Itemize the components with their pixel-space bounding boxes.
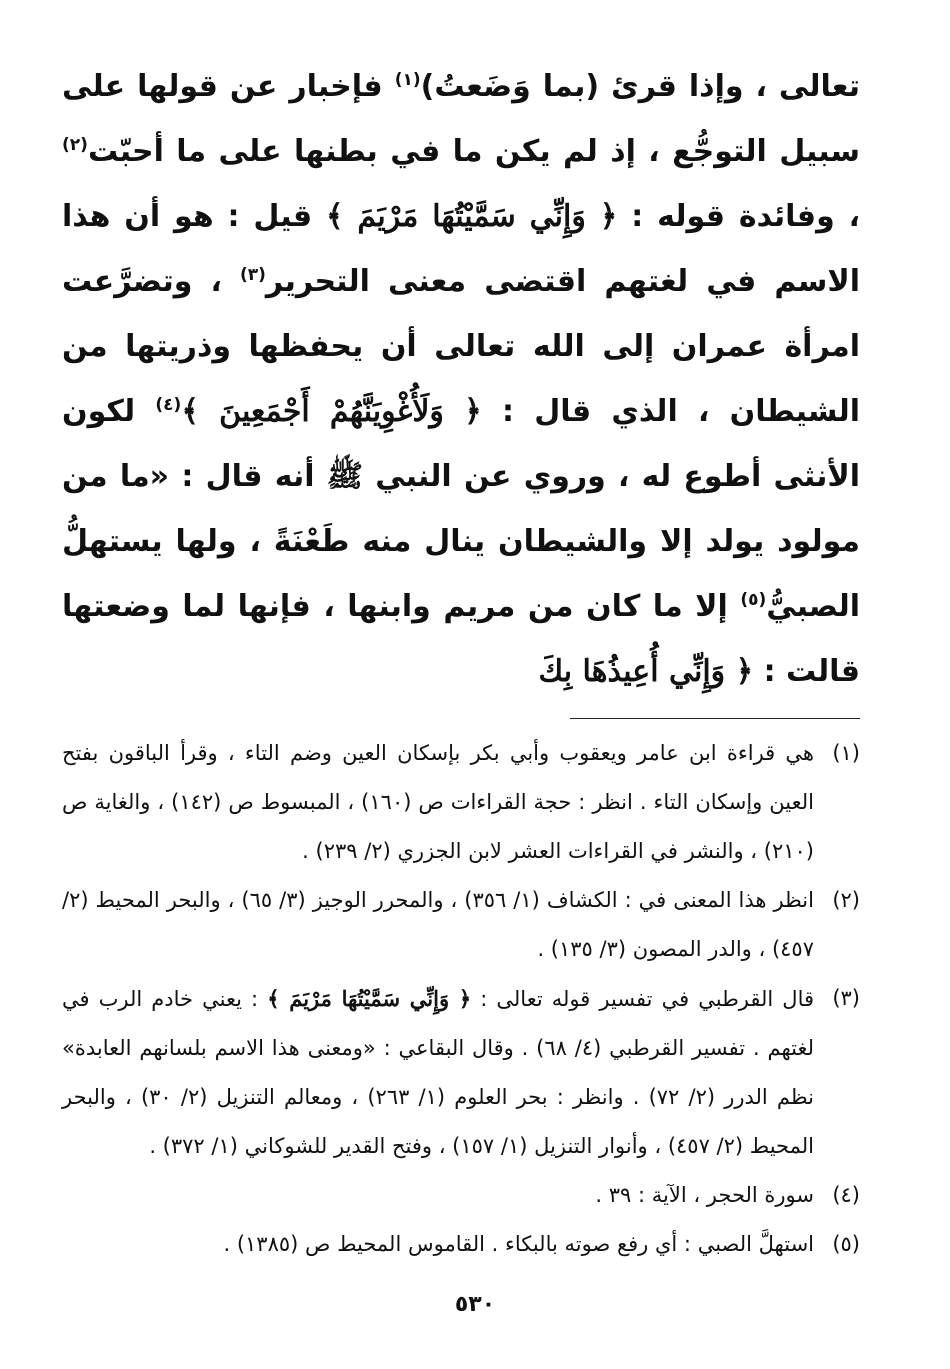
- footnote-number: (٢): [832, 888, 860, 912]
- footnote-number: (١): [832, 741, 860, 765]
- footnote-number: (٤): [832, 1183, 860, 1207]
- footnote-5: [62, 1220, 860, 1269]
- book-page: [62, 54, 860, 1369]
- main-text: [62, 54, 860, 704]
- footnote-text-wrap: [62, 974, 814, 1171]
- footnote-ref-4: (٤): [155, 395, 182, 415]
- page-number: ٥٣٠: [454, 1292, 496, 1317]
- main-text-part: إلا ما كان من مريم وابنها ، فإنها لما وضعتها قالت :: [62, 589, 860, 689]
- footnote-ref-5: (٥): [740, 590, 767, 610]
- footnote-4: [62, 1171, 860, 1220]
- footnote-number: (٥): [832, 1232, 860, 1256]
- footnote-1: [62, 729, 860, 876]
- footnotes-list: [62, 729, 860, 1269]
- quran-quote: ﴿ وَإِنِّي أُعِيذُهَا بِكَ: [538, 654, 754, 689]
- footnote-text: هي قراءة ابن عامر ويعقوب وأبي بكر بإسكان العين وضم التاء ، وقرأ الباقون بفتح العين وإسكان التاء . انظر : حجة القراءات ص (١٦٠) ، المبسوط ص (١٤٢) ، والغاية ص (٢١٠) ، والنشر في القراءات العشر لابن الجزري (٢/ ٢٣٩) .: [62, 741, 814, 863]
- footnote-ref-3: (٣): [239, 265, 266, 285]
- main-text-part: لكون الأنثى أطوع له ، وروي عن النبي ﷺ أنه قال : «ما من مولود يولد إلا والشيطان ينال منه طَعْنَةً ، ولها يستهلُّ الصبيُّ: [62, 394, 860, 624]
- footnote-3: [62, 974, 860, 1171]
- main-text-part: ، وفائدة قوله :: [617, 199, 860, 234]
- quran-quote: ﴿ وَإِنِّي سَمَّيْتُهَا مَرْيَمَ ﴾: [325, 199, 618, 234]
- quran-quote: ﴿ وَلَأُغْوِيَنَّهُمْ أَجْمَعِينَ ﴾: [181, 394, 482, 429]
- footnote-text: : يعني خادم الرب في لغتهم . تفسير القرطبي (٤/ ٦٨) . وقال البقاعي : «ومعنى هذا الاسم بلسانهم العابدة» نظم الدرر (٢/ ٧٢) . وانظر : بحر العلوم (١/ ٢٦٣) ، ومعالم التنزيل (٢/ ٣٠) ، والبحر المحيط (٢/ ٤٥٧) ، وأنوار التنزيل (١/ ١٥٧) ، وفتح القدير للشوكاني (١/ ٣٧٢) .: [62, 987, 814, 1158]
- quran-quote: ﴿ وَإِنِّي سَمَّيْتُهَا مَرْيَمَ ﴾: [267, 986, 472, 1011]
- main-text-part: قيل : هو أن هذا الاسم في لغتهم اقتضى معنى التحرير: [62, 199, 860, 299]
- main-text-part: تعالى ، وإذا قرئ (بما وَضَعتُ): [420, 69, 860, 104]
- footnote-ref-2: (٢): [62, 135, 88, 155]
- footnote-text-intro: قال القرطبي في تفسير قوله تعالى :: [471, 987, 815, 1011]
- footnote-text: استهلَّ الصبي : أي رفع صوته بالبكاء . القاموس المحيط ص (١٣٨٥) .: [223, 1232, 814, 1256]
- main-text-part: ، وتضرَّعت امرأة عمران إلى الله تعالى أن يحفظها وذريتها من الشيطان ، الذي قال :: [62, 264, 860, 429]
- footnote-number: (٣): [832, 986, 860, 1010]
- footnote-ref-1: (١): [394, 70, 421, 90]
- footnote-text: انظر هذا المعنى في : الكشاف (١/ ٣٥٦) ، والمحرر الوجيز (٣/ ٦٥) ، والبحر المحيط (٢/ ٤٥٧) ، والدر المصون (٣/ ١٣٥) .: [62, 888, 814, 961]
- main-text-part: فإخبار عن قولها على سبيل التوجُّع ، إذ لم يكن ما في بطنها على ما أحبّت: [62, 69, 860, 169]
- footnote-text: سورة الحجر ، الآية : ٣٩ .: [595, 1183, 814, 1207]
- footnote-separator: [570, 718, 860, 719]
- footnote-2: [62, 876, 860, 974]
